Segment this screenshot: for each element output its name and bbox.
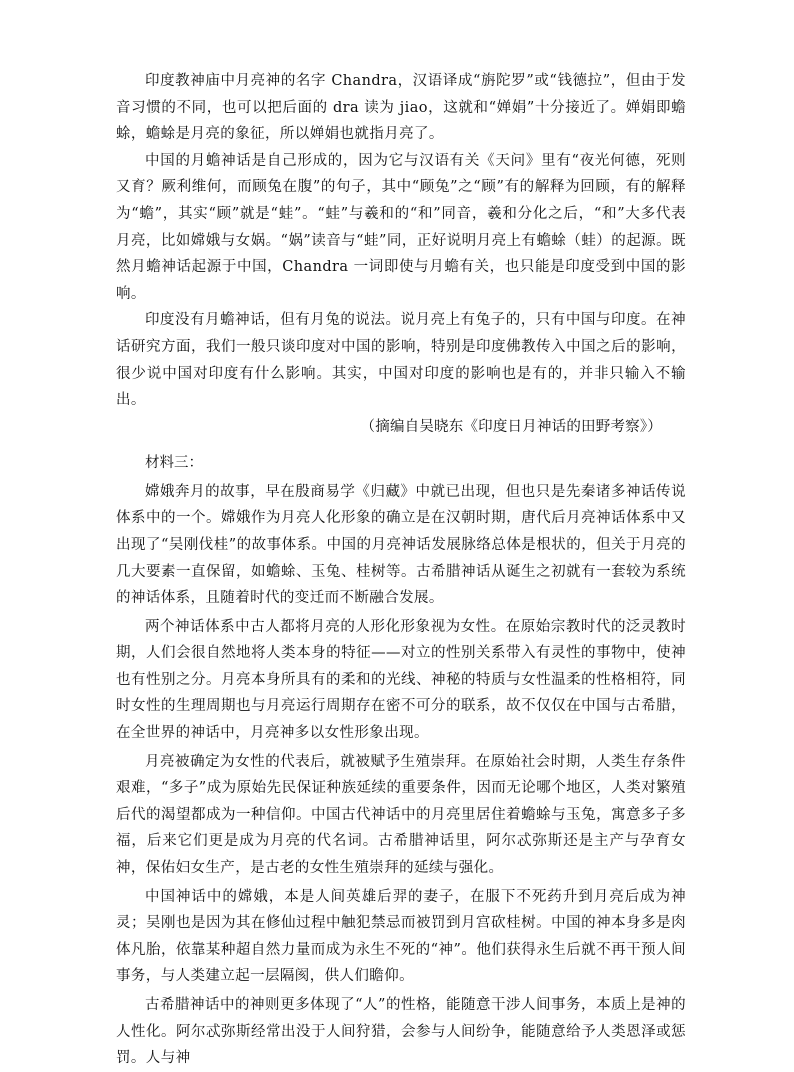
section-heading-material-three: 材料三： (145, 454, 203, 471)
paragraph-change-flies-to-moon: 嫦娥奔月的故事，早在殷商易学《归藏》中就已出现，但也只是先秦诸多神话传说体系中的一个。嫦娥作为月亮人化形象的确立是在汉朝时期，唐代后月亮神话体系中又出现了“吴刚伐桂”的故事体系。中国的月亮神话发展脉络总体是根状的，但关于月亮的几大要素一直保留，如蟾蜍、玉兔、桂树等。古希腊神话从诞生之初就有一套较为系统的神话体系，且随着时代的变迁而不断融合发展。 (116, 483, 686, 607)
paragraph-female-moon: 两个神话体系中古人都将月亮的人形化形象视为女性。在原始宗教时代的泛灵教时期，人们会很自然地将人类本身的特征——对立的性别关系带入有灵性的事物中，使神也有性别之分。月亮本身所具有的柔和的光线、神秘的特质与女性温柔的性格相符，同时女性的生理周期也与月亮运行周期存在密不可分的联系，故不仅仅在中国与古希腊，在全世界的神话中，月亮神多以女性形象出现。 (116, 618, 686, 742)
paragraph-fertility-worship: 月亮被确定为女性的代表后，就被赋予生殖崇拜。在原始社会时期，人类生存条件艰难，“多子”成为原始先民保证种族延续的重要条件，因而无论哪个地区，人类对繁殖后代的渴望都成为一种信仰。中国古代神话中的月亮里居住着蟾蜍与玉兔，寓意多子多福，后来它们更是成为月亮的代名词。古希腊神话里，阿尔忒弥斯还是主产与孕育女神，保佑妇女生产，是古老的女性生殖崇拜的延续与强化。 (116, 753, 686, 877)
paragraph-greek-gods: 古希腊神话中的神则更多体现了“人”的性格，能随意干涉人间事务，本质上是神的人性化。阿尔忒弥斯经常出没于人间狩猎，会参与人间纷争，能随意给予人类恩泽或惩罚。人与神 (116, 997, 686, 1067)
paragraph-chandra: 印度教神庙中月亮神的名字 Chandra，汉语译成“旃陀罗”或“钱德拉”，但由于发音习惯的不同，也可以把后面的 dra 读为 jiao，这就和“婵娟”十分接近了。婵娟即蟾蜍，蟾蜍是月亮的象征，所以婵娟也就指月亮了。 (116, 73, 686, 143)
source-citation: （摘编自吴晓东《印度日月神话的田野考察》） (360, 418, 662, 435)
paragraph-moon-toad-origin: 中国的月蟾神话是自己形成的，因为它与汉语有关《天问》里有“夜光何德，死则又育？厥利维何，而顾兔在腹”的句子，其中“顾兔”之“顾”有的解释为回顾，有的解释为“蟾”，其实“顾”就是“蛙”。“蛙”与羲和的“和”同音，羲和分化之后，“和”大多代表月亮，比如嫦娥与女娲。“娲”读音与“蛙”同，正好说明月亮上有蟾蜍（蛙）的起源。既然月蟾神话起源于中国，Chandra 一词即使与月蟾有关，也只能是印度受到中国的影响。 (116, 152, 686, 302)
paragraph-moon-rabbit: 印度没有月蟾神话，但有月兔的说法。说月亮上有兔子的，只有中国与印度。在神话研究方面，我们一般只谈印度对中国的影响，特别是印度佛教传入中国之后的影响，很少说中国对印度有什么影响。其实，中国对印度的影响也是有的，并非只输入不输出。 (116, 312, 686, 409)
paragraph-chinese-gods: 中国神话中的嫦娥，本是人间英雄后羿的妻子，在服下不死药升到月亮后成为神灵；吴刚也是因为其在修仙过程中触犯禁忌而被罚到月宫砍桂树。中国的神本身多是肉体凡胎，依靠某种超自然力量而成为永生不死的“神”。他们获得永生后就不再干预人间事务，与人类建立起一层隔阂，供人们瞻仰。 (116, 888, 686, 985)
document-body (116, 68, 686, 1072)
